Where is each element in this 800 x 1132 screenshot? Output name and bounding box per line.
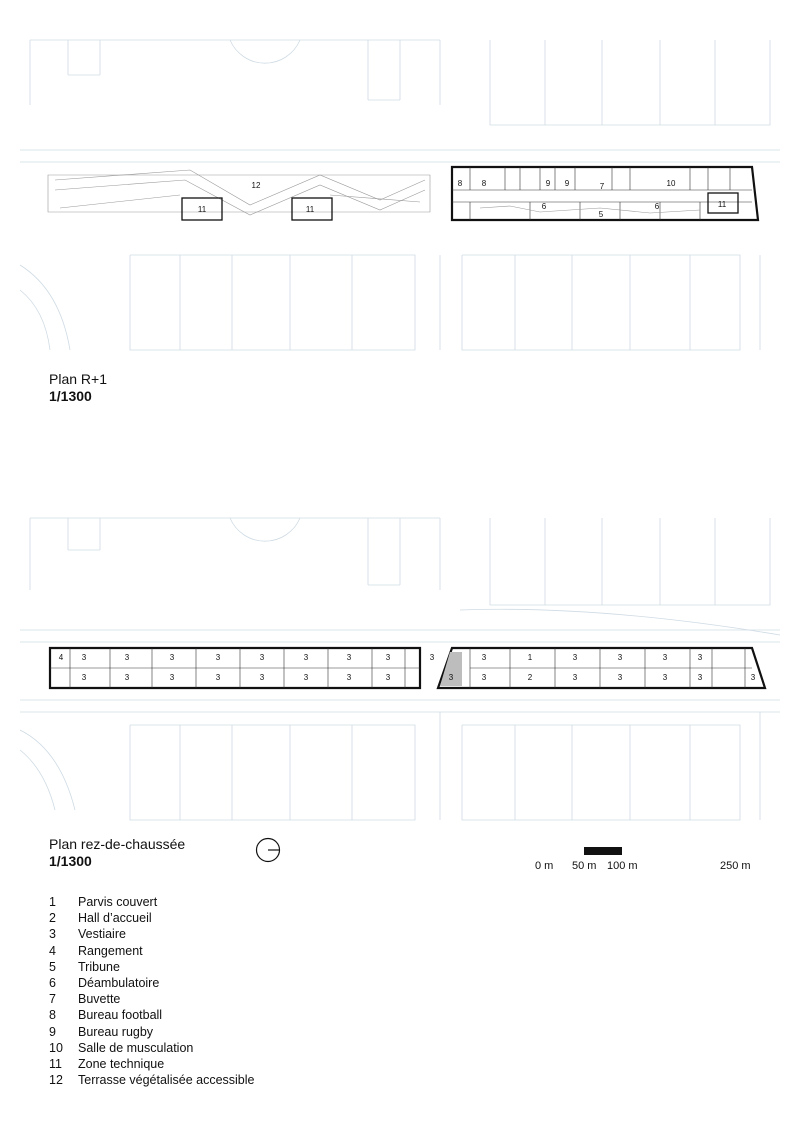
room-number-label: 4 [58,653,64,662]
room-number-label: 3 [124,673,130,682]
room-number-label: 3 [124,653,130,662]
upper-context-lines [20,40,780,350]
upper-plan-title [49,371,107,405]
scale-bar-graphic [530,845,760,859]
upper-building [452,167,758,220]
room-number-label: 7 [599,182,605,191]
room-number-label: 11 [197,205,207,214]
ground-plan-name: Plan rez-de-chaussée [49,836,186,852]
room-number-label: 2 [527,673,533,682]
room-number-label: 3 [259,673,265,682]
ground-context-lines [20,518,780,820]
room-number-label: 10 [666,179,676,188]
upper-plan-name: Plan R+1 [49,371,107,387]
legend-item: 10 Salle de musculation [49,1040,194,1055]
room-number-label: 3 [303,673,309,682]
room-number-label: 3 [572,653,578,662]
room-number-label: 8 [457,179,463,188]
legend-item: 2 Hall d’accueil [49,911,152,926]
room-number-label: 3 [215,673,221,682]
room-number-label: 1 [527,653,533,662]
room-number-label: 3 [662,653,668,662]
legend-item: 7 Buvette [49,992,121,1007]
room-number-label: 3 [662,673,668,682]
room-number-label: 3 [259,653,265,662]
upper-plan-scale: 1/1300 [49,388,92,404]
legend [49,894,254,1088]
room-number-label: 11 [305,205,315,214]
room-number-label: 3 [572,673,578,682]
ground-building-east [438,648,765,688]
north-arrow-icon [255,836,283,864]
room-number-label: 6 [541,202,547,211]
scale-label-100: 100 m [607,860,638,872]
room-number-label: 3 [81,653,87,662]
room-number-label: 3 [81,673,87,682]
ground-plan-title [49,836,185,870]
room-number-label: 3 [697,673,703,682]
scale-bar [530,845,760,875]
room-number-label: 3 [385,673,391,682]
room-number-label: 3 [481,673,487,682]
upper-terrace-outline [48,170,430,220]
room-number-label: 5 [598,210,604,219]
legend-item: 1 Parvis couvert [49,895,158,909]
legend-item: 9 Bureau rugby [49,1024,154,1039]
ground-plan-scale: 1/1300 [49,853,92,869]
room-number-label: 3 [448,673,454,682]
legend-item: 6 Déambulatoire [49,976,160,991]
room-number-label: 3 [215,653,221,662]
room-number-label: 3 [750,673,756,682]
legend-item: 8 Bureau football [49,1008,163,1023]
room-number-label: 8 [481,179,487,188]
legend-item: 3 Vestiaire [49,927,126,942]
ground-room-labels [59,653,756,682]
room-number-label: 9 [564,179,570,188]
room-number-label: 12 [251,181,261,190]
room-number-label: 3 [697,653,703,662]
room-number-label: 3 [385,653,391,662]
ground-building-west [50,648,420,688]
room-number-label: 3 [169,653,175,662]
room-number-label: 3 [346,653,352,662]
legend-item: 4 Rangement [49,943,143,958]
legend-item: 12 Terrasse végétalisée accessible [49,1073,255,1088]
room-number-label: 11 [717,200,727,209]
room-number-label: 3 [617,673,623,682]
room-number-label: 3 [481,653,487,662]
room-number-label: 3 [429,653,435,662]
scale-label-250: 250 m [720,860,751,872]
scale-label-0: 0 m [535,860,554,872]
legend-item: 5 Tribune [49,959,120,974]
scale-label-50: 50 m [572,860,597,872]
room-number-label: 3 [617,653,623,662]
upper-floor-plan [0,30,800,360]
room-number-label: 6 [654,202,660,211]
legend-item: 11 Zone technique [49,1057,165,1072]
room-number-label: 3 [346,673,352,682]
room-number-label: 9 [545,179,551,188]
room-number-label: 3 [303,653,309,662]
ground-floor-plan [0,510,800,830]
room-number-label: 3 [169,673,175,682]
